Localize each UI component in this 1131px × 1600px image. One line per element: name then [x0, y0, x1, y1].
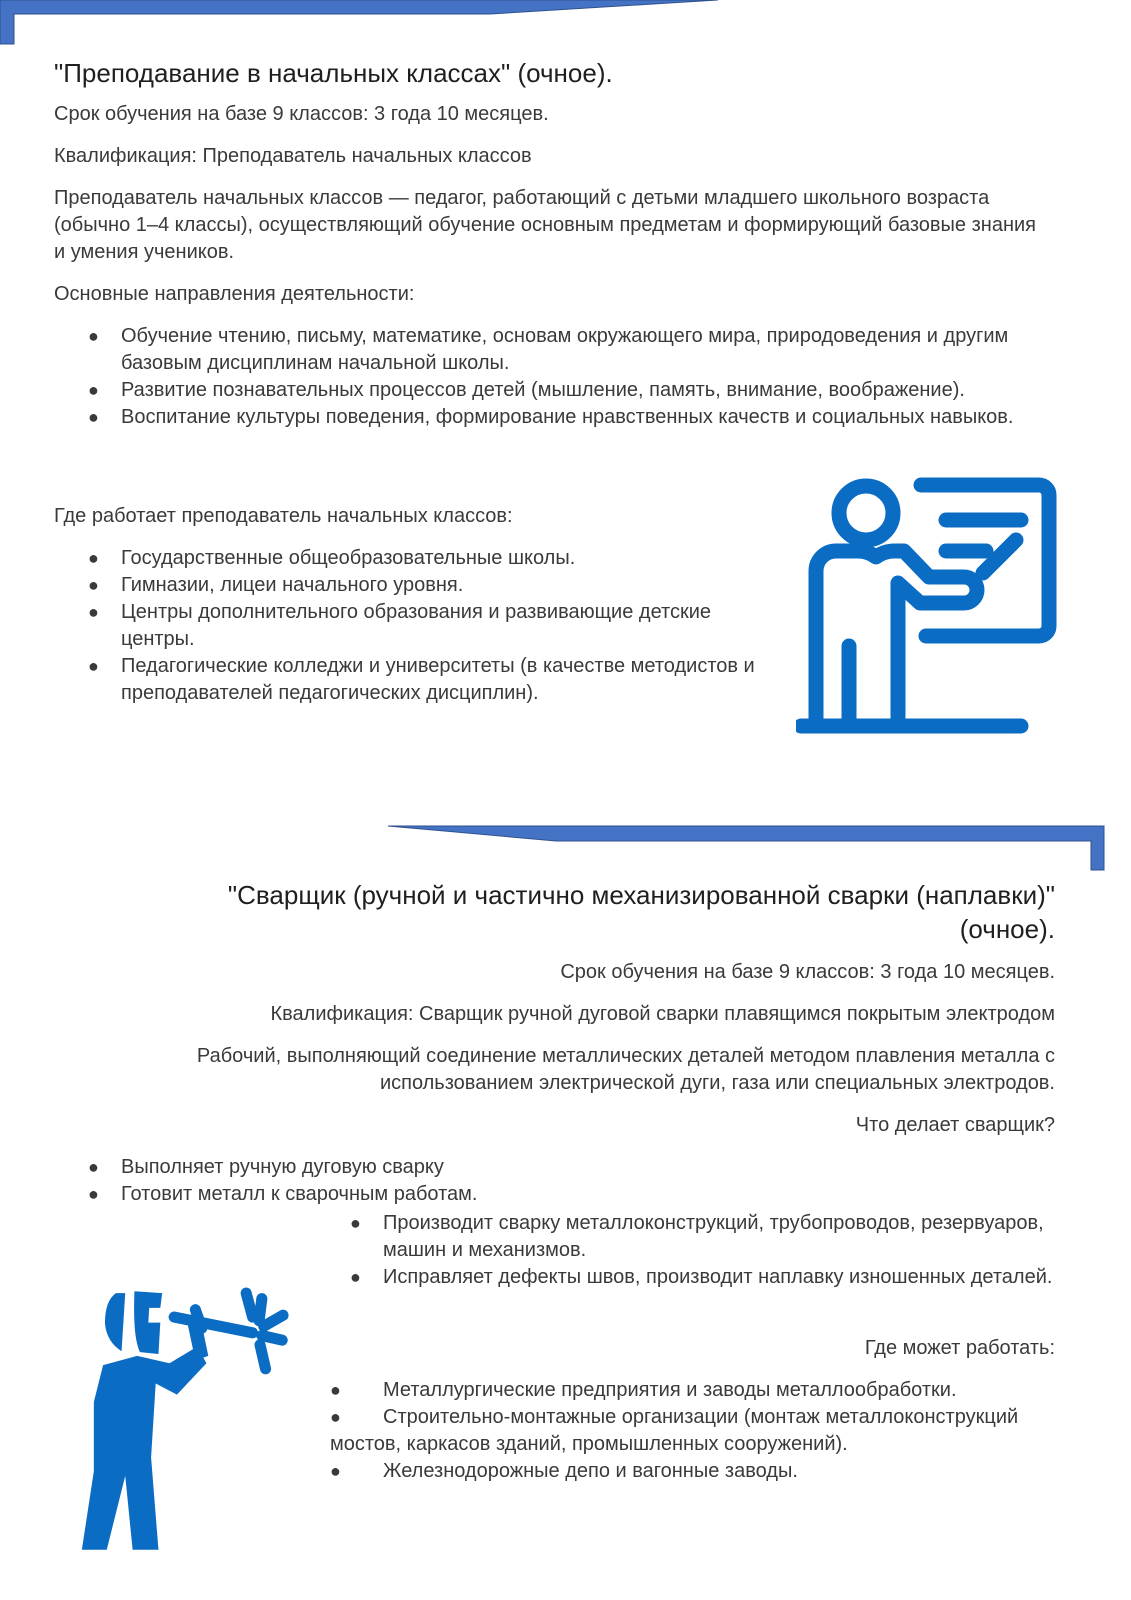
list-item: ● Выполняет ручную дуговую сварку — [121, 1154, 721, 1181]
bullet-icon: ● — [330, 1380, 341, 1400]
list-item: ● Государственные общеобразовательные школы. — [121, 545, 761, 572]
bullet-icon: ● — [88, 326, 99, 346]
bullet-icon: ● — [350, 1213, 361, 1233]
section2-duties-list-a — [88, 1154, 721, 1208]
list-item: ● Педагогические колледжи и университеты (в качестве методистов и преподавателей педагогических дисциплин). — [88, 655, 755, 704]
list-item: ● Центры дополнительного образования и развивающие детские центры. — [88, 601, 712, 650]
bullet-icon: ● — [88, 1184, 99, 1204]
bullet-icon: ● — [88, 407, 99, 427]
bullet-icon: ● — [88, 380, 99, 400]
section2-qualification: Квалификация: Сварщик ручной дуговой сварки плавящимся покрытым электродом — [270, 1003, 1055, 1025]
section-divider-decoration — [386, 822, 1106, 872]
welder-icon — [68, 1252, 308, 1552]
list-item: ● Готовит металл к сварочным работам. — [121, 1181, 721, 1208]
bullet-icon: ● — [330, 1407, 341, 1427]
section1-activities-list — [88, 323, 1066, 431]
list-item: ● Строительно-монтажные организации (монтаж металлоконструкций мостов, каркасов зданий, промышленных сооружений). — [330, 1406, 1019, 1455]
section1-activities-heading: Основные направления деятельности: — [54, 283, 415, 305]
list-item: ● Гимназии, лицеи начального уровня. — [121, 572, 761, 599]
section1-workplaces-list — [88, 545, 761, 707]
section2-description: Рабочий, выполняющий соединение металлических деталей методом плавления металла с использованием электрической дуги, газа или специальных электродов. — [196, 1045, 1055, 1094]
bullet-icon: ● — [88, 548, 99, 568]
section2-workplaces-heading: Где может работать: — [864, 1337, 1055, 1359]
list-item: ● Производит сварку металлоконструкций, трубопроводов, резервуаров, машин и механизмов. — [350, 1212, 1044, 1261]
bullet-icon: ● — [88, 656, 99, 676]
section2-duration: Срок обучения на базе 9 классов: 3 года 10 месяцев. — [560, 961, 1055, 983]
section2-title: "Сварщик (ручной и частично механизированной сварки (наплавки)" (очное). — [227, 880, 1055, 944]
section1-title: "Преподавание в начальных классах" (очное). — [54, 58, 613, 88]
list-item: ● Исправляет дефекты швов, производит наплавку изношенных деталей. — [383, 1264, 1063, 1291]
teacher-at-board-icon — [796, 468, 1066, 738]
list-item: ● Воспитание культуры поведения, формирование нравственных качеств и социальных навыков. — [121, 404, 1066, 431]
top-banner-decoration — [0, 0, 720, 46]
bullet-icon: ● — [350, 1267, 361, 1287]
bullet-icon: ● — [330, 1461, 341, 1481]
section1-workplaces-heading: Где работает преподаватель начальных классов: — [54, 505, 513, 527]
section1-description: Преподаватель начальных классов — педагог, работающий с детьми младшего школьного возраста (обычно 1–4 классы), осуществляющий обучение основным предметам и формирующий базовые знания и умения учеников. — [54, 187, 1036, 263]
section2-duties-list-b — [350, 1210, 1063, 1291]
bullet-icon: ● — [88, 602, 99, 622]
section2-workplaces-list — [330, 1377, 1050, 1485]
list-item: ● Металлургические предприятия и заводы металлообработки. — [330, 1377, 1050, 1404]
list-item: ● Обучение чтению, письму, математике, основам окружающего мира, природоведения и другим базовым дисциплинам начальной школы. — [88, 325, 1009, 374]
list-item: ● Развитие познавательных процессов детей (мышление, память, внимание, воображение). — [121, 377, 1066, 404]
section2-duties-heading: Что делает сварщик? — [855, 1114, 1055, 1136]
section1-qualification: Квалификация: Преподаватель начальных классов — [54, 145, 532, 167]
bullet-icon: ● — [88, 1157, 99, 1177]
bullet-icon: ● — [88, 575, 99, 595]
list-item: ● Железнодорожные депо и вагонные заводы. — [330, 1458, 1050, 1485]
section1-duration: Срок обучения на базе 9 классов: 3 года 10 месяцев. — [54, 103, 549, 125]
